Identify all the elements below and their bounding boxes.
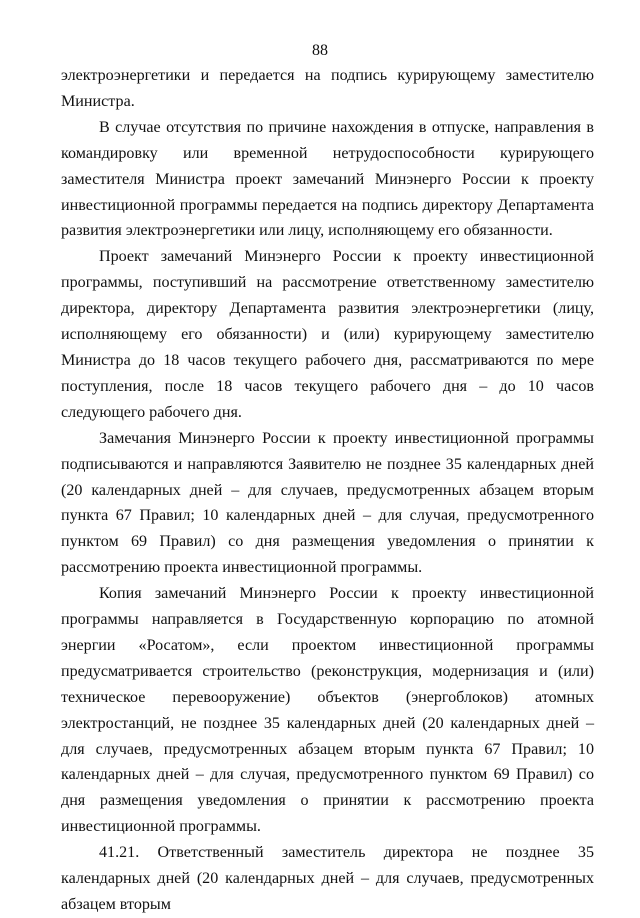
paragraph: В случае отсутствия по причине нахождения в отпуске, направления в командировку или временной нетрудоспособности курирующего заместителя Министра проект замечаний Минэнерго России к проекту инвестиционной программы передается на подпись директору Департамента развития электроэнергетики или лицу, исполняющему его обязанности. <box>61 118 594 240</box>
page-number: 88 <box>312 42 328 59</box>
paragraph: 41.21. Ответственный заместитель директора не позднее 35 календарных дней (20 календарных дней – для случаев, предусмотренных абзацем вторым <box>61 844 594 913</box>
paragraph: электроэнергетики и передается на подпись курирующему заместителю Министра. <box>61 67 594 110</box>
paragraph: Проект замечаний Минэнерго России к проекту инвестиционной программы, поступивший на рассмотрение ответственному заместителю директора, директору Департамента развития электроэнергетики (лицу, исполняющему его обязанности) и (или) курирующему заместителю Министра до 18 часов текущего рабочего дня, рассматриваются по мере поступления, после 18 часов текущего рабочего дня – до 10 часов следующего рабочего дня. <box>61 248 594 421</box>
document-body <box>61 63 594 918</box>
paragraph: Копия замечаний Минэнерго России к проекту инвестиционной программы направляется в Государственную корпорацию по атомной энергии «Росатом», если проектом инвестиционной программы предусматривается строительство (реконструкция, модернизация и (или) техническое перевооружение) объектов (энергоблоков) атомных электростанций, не позднее 35 календарных дней (20 календарных дней – для случаев, предусмотренных абзацем вторым пункта 67 Правил; 10 календарных дней – для случая, предусмотренного пунктом 69 Правил) со дня размещения уведомления о принятии к рассмотрению проекта инвестиционной программы. <box>61 585 594 836</box>
paragraph: Замечания Минэнерго России к проекту инвестиционной программы подписываются и направляются Заявителю не позднее 35 календарных дней (20 календарных дней – для случаев, предусмотренных абзацем вторым пункта 67 Правил; 10 календарных дней – для случая, предусмотренного пунктом 69 Правил) со дня размещения уведомления о принятии к рассмотрению проекта инвестиционной программы. <box>61 429 594 577</box>
